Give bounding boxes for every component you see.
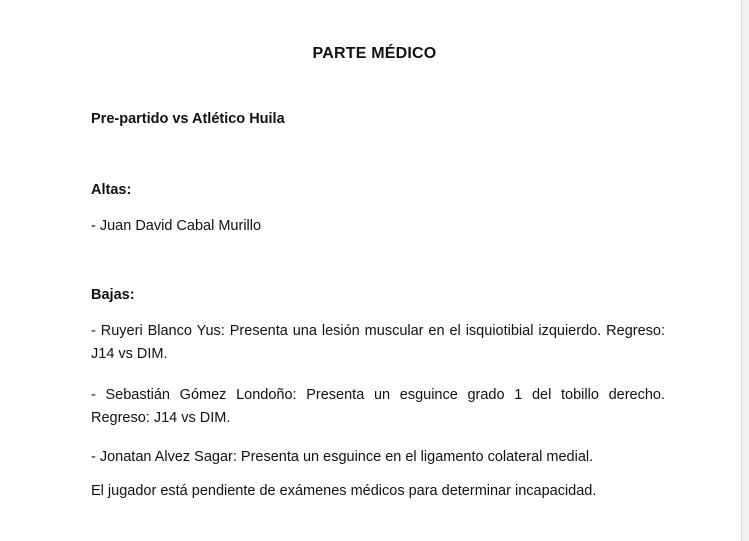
bajas-item: - Ruyeri Blanco Yus: Presenta una lesión muscular en el isquiotibial izquierdo. Regreso: J14 vs DIM. <box>91 323 665 362</box>
bajas-note: El jugador está pendiente de exámenes médicos para determinar incapacidad. <box>91 483 597 499</box>
altas-heading: Altas: <box>91 182 132 198</box>
match-subtitle: Pre-partido vs Atlético Huila <box>91 111 285 127</box>
viewer-background <box>742 0 749 541</box>
bajas-heading: Bajas: <box>91 287 135 303</box>
bajas-item: - Jonatan Alvez Sagar: Presenta un esguince en el ligamento colateral medial. <box>91 449 594 465</box>
bajas-item: - Sebastián Gómez Londoño: Presenta un esguince grado 1 del tobillo derecho. Regreso: J14 vs DIM. <box>91 387 665 426</box>
document-title: PARTE MÉDICO <box>312 45 437 62</box>
altas-item: - Juan David Cabal Murillo <box>91 218 262 234</box>
